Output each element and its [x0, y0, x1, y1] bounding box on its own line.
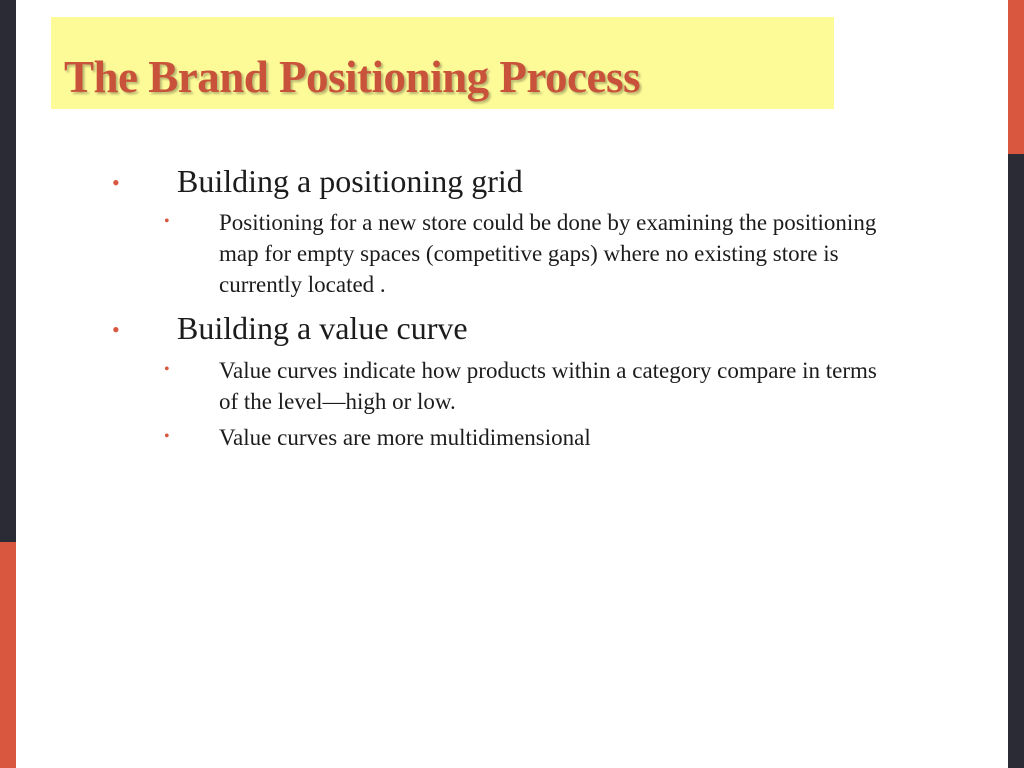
sub-bullet-text: Value curves indicate how products within a category compare in terms of the level—high or low.	[219, 358, 877, 414]
sub-bullet-marker: •	[164, 213, 170, 230]
sub-bullet-text: Positioning for a new store could be done by examining the positioning map for empty spaces (competitive gaps) where no existing store is currently located .	[219, 210, 877, 297]
bullet-text: Building a positioning grid	[177, 163, 523, 199]
sub-bullet-text: Value curves are more multidimensional	[219, 425, 591, 450]
bullet-marker: •	[112, 317, 120, 342]
bullet-text: Building a value curve	[177, 310, 468, 346]
sub-bullet-marker: •	[164, 361, 170, 378]
bullet-marker: •	[112, 170, 120, 195]
sub-bullet-marker: •	[164, 428, 170, 445]
slide-title: The Brand Positioning Process	[64, 52, 640, 102]
